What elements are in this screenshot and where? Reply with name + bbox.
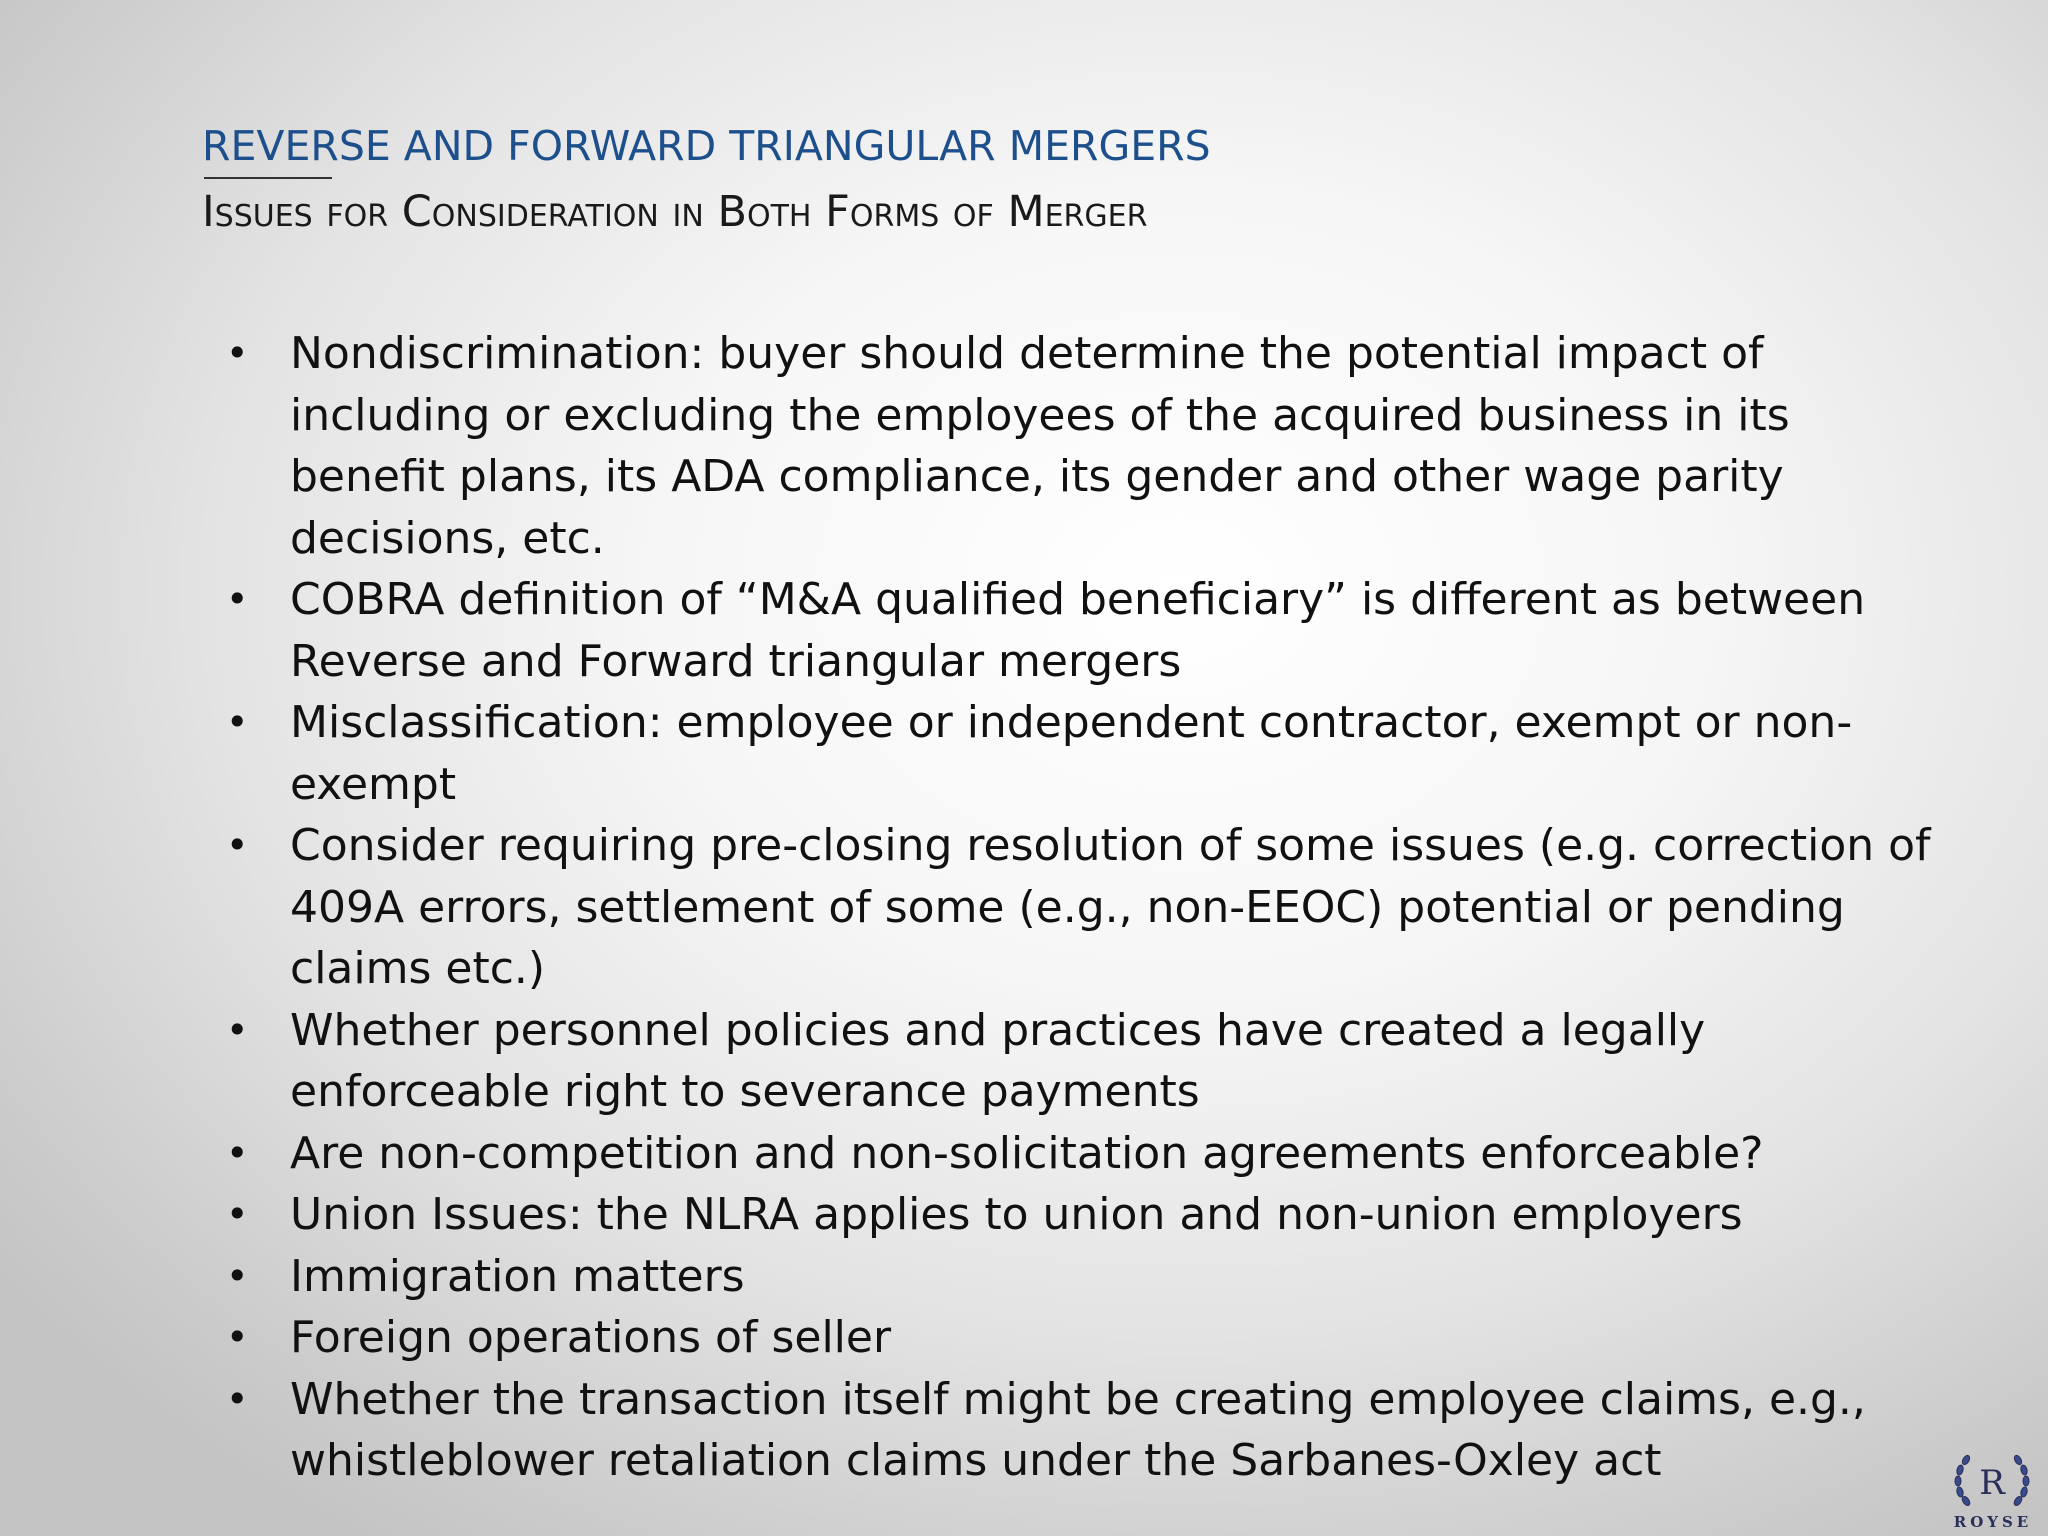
bullet-text: Misclassification: employee or independent contractor, exempt or non-exempt <box>290 697 1853 810</box>
bullet-item <box>218 569 1958 692</box>
slide-subtitle: Issues for Consideration in Both Forms of Merger <box>202 187 1148 237</box>
bullet-item <box>218 692 1958 815</box>
bullet-item <box>218 1000 1958 1123</box>
bullet-marker: • <box>226 577 249 621</box>
slide-title: REVERSE AND FORWARD TRIANGULAR MERGERS <box>202 122 1211 170</box>
bullet-item <box>218 1246 1958 1308</box>
bullet-text: Nondiscrimination: buyer should determine the potential impact of including or excluding the employees of the acquired business in its benefit plans, its ADA compliance, its gender and other wage parity decisions, etc. <box>290 328 1790 564</box>
bullet-marker: • <box>226 823 249 867</box>
bullet-item <box>218 815 1958 1000</box>
title-underline <box>204 177 332 179</box>
bullet-marker: • <box>226 1007 249 1052</box>
bullet-text: Are non-competition and non-solicitation agreements enforceable? <box>290 1127 1764 1179</box>
bullet-text: Foreign operations of seller <box>290 1312 892 1363</box>
bullet-text: Consider requiring pre-closing resolution of some issues (e.g. correction of 409A errors, settlement of some (e.g., non-EEOC) potential or pending claims etc.) <box>290 820 1931 994</box>
bullet-text: Immigration matters <box>290 1250 745 1302</box>
bullet-marker: • <box>226 1253 249 1298</box>
bullet-text: COBRA definition of “M&A qualified beneficiary” is different as between Reverse and Forward triangular mergers <box>290 574 1866 687</box>
bullet-item <box>218 1123 1958 1185</box>
logo-letter: R <box>1979 1463 2005 1503</box>
bullet-text: Union Issues: the NLRA applies to union and non-union employers <box>290 1189 1743 1240</box>
bullet-item <box>218 1369 1958 1492</box>
bullet-item <box>218 323 1958 569</box>
bullet-marker: • <box>226 331 249 375</box>
bullet-text: Whether the transaction itself might be creating employee claims, e.g., whistleblower retaliation claims under the Sarbanes-Oxley act <box>290 1373 1866 1486</box>
bullet-marker: • <box>226 1130 249 1175</box>
bullet-marker: • <box>226 1376 249 1421</box>
bullet-text: Whether personnel policies and practices have created a legally enforceable right to severance payments <box>290 1004 1706 1117</box>
bullet-marker: • <box>226 700 249 744</box>
bullet-marker: • <box>226 1192 249 1236</box>
bullet-list <box>218 323 1958 1492</box>
bullet-item <box>218 1307 1958 1369</box>
bullet-marker: • <box>226 1315 249 1359</box>
logo-name: ROYSE <box>1953 1513 2033 1531</box>
bullet-item <box>218 1184 1958 1246</box>
